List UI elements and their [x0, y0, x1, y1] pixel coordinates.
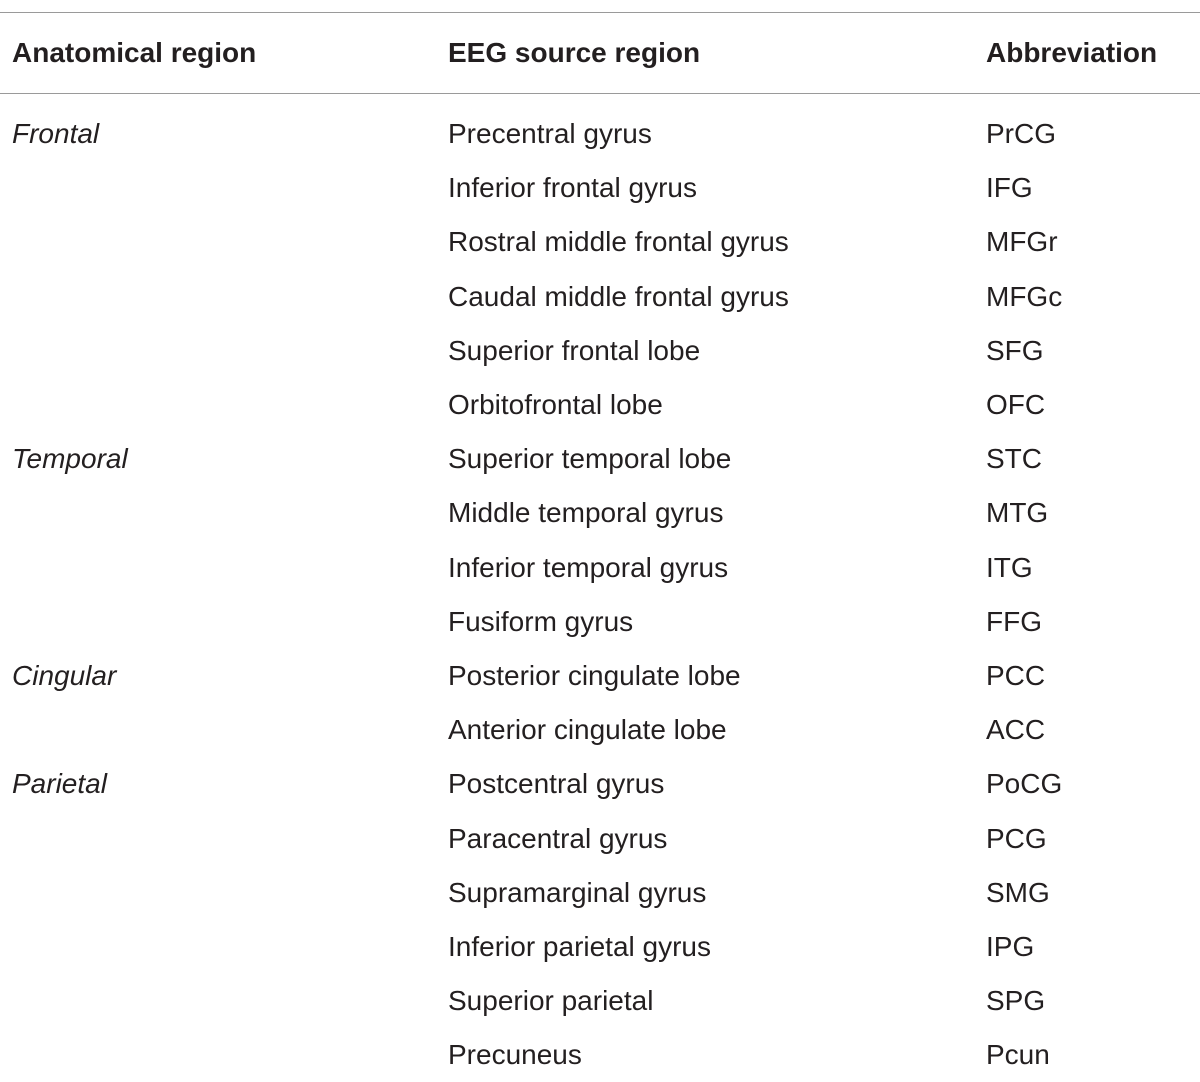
header-eeg-source-region: EEG source region	[448, 37, 701, 68]
abbreviation-cell: IFG	[986, 172, 1033, 204]
table-row	[0, 215, 1200, 269]
header-anatomical-region: Anatomical region	[12, 37, 257, 68]
table-row	[0, 866, 1200, 920]
table-top-rule	[0, 12, 1200, 13]
abbreviation-cell: IPG	[986, 931, 1035, 962]
eeg-source-region-cell: Superior frontal lobe	[448, 334, 701, 366]
eeg-source-region-cell: Superior temporal lobe	[448, 443, 732, 475]
abbreviation-cell: MTG	[986, 497, 1049, 529]
eeg-source-region-cell: Rostral middle frontal gyrus	[448, 226, 789, 258]
abbreviation-cell: PrCG	[986, 118, 1056, 149]
eeg-source-region-cell: Supramarginal gyrus	[448, 876, 707, 908]
anatomical-region-cell: Temporal	[12, 443, 128, 475]
table-row	[0, 703, 1200, 757]
eeg-source-region-cell: Fusiform gyrus	[448, 605, 634, 637]
anatomical-region-cell: Frontal	[12, 118, 100, 149]
anatomical-region-cell: Parietal	[12, 768, 107, 800]
table-row	[0, 974, 1200, 1028]
eeg-source-region-cell: Caudal middle frontal gyrus	[448, 280, 789, 312]
table-row	[0, 324, 1200, 378]
abbreviation-cell: FFG	[986, 605, 1042, 637]
abbreviation-cell: ITG	[986, 551, 1033, 583]
eeg-source-region-cell: Superior parietal	[448, 985, 654, 1017]
anatomical-region-cell: Cingular	[12, 660, 117, 691]
table-row	[0, 486, 1200, 540]
eeg-source-region-cell: Paracentral gyrus	[448, 822, 668, 854]
eeg-source-region-cell: Orbitofrontal lobe	[448, 389, 663, 420]
table-row	[0, 270, 1200, 324]
eeg-source-region-cell: Anterior cingulate lobe	[448, 714, 727, 746]
eeg-source-region-cell: Precuneus	[448, 1039, 582, 1071]
abbreviation-cell: SMG	[986, 876, 1050, 908]
abbreviation-cell: Pcun	[986, 1039, 1050, 1071]
abbreviation-cell: PoCG	[986, 768, 1063, 800]
eeg-source-region-cell: Middle temporal gyrus	[448, 497, 724, 529]
table-row	[0, 541, 1200, 595]
table-row	[0, 107, 1200, 161]
abbreviation-cell: SPG	[986, 985, 1046, 1017]
table-row	[0, 432, 1200, 486]
table-row	[0, 161, 1200, 215]
abbreviation-cell: ACC	[986, 714, 1046, 746]
eeg-source-region-cell: Precentral gyrus	[448, 118, 652, 149]
header-abbreviation: Abbreviation	[986, 37, 1158, 68]
abbreviation-cell: MFGc	[986, 280, 1063, 312]
abbreviation-cell: STC	[986, 443, 1042, 475]
table-row	[0, 378, 1200, 432]
eeg-source-region-cell: Inferior parietal gyrus	[448, 931, 712, 962]
table-header-rule	[0, 93, 1200, 94]
eeg-source-region-cell: Inferior temporal gyrus	[448, 551, 729, 583]
table-row	[0, 649, 1200, 703]
table-header-row	[0, 30, 1200, 76]
abbreviation-cell: SFG	[986, 334, 1044, 366]
abbreviation-cell: PCC	[986, 660, 1046, 691]
eeg-source-region-cell: Inferior frontal gyrus	[448, 172, 697, 204]
abbreviation-cell: PCG	[986, 822, 1047, 854]
table-row	[0, 595, 1200, 649]
table-row	[0, 757, 1200, 811]
table-row	[0, 812, 1200, 866]
abbreviation-cell: OFC	[986, 389, 1046, 420]
eeg-source-region-cell: Posterior cingulate lobe	[448, 660, 741, 691]
eeg-source-region-cell: Postcentral gyrus	[448, 768, 665, 800]
table-row	[0, 920, 1200, 974]
abbreviation-cell: MFGr	[986, 226, 1058, 258]
table-row	[0, 1028, 1200, 1082]
